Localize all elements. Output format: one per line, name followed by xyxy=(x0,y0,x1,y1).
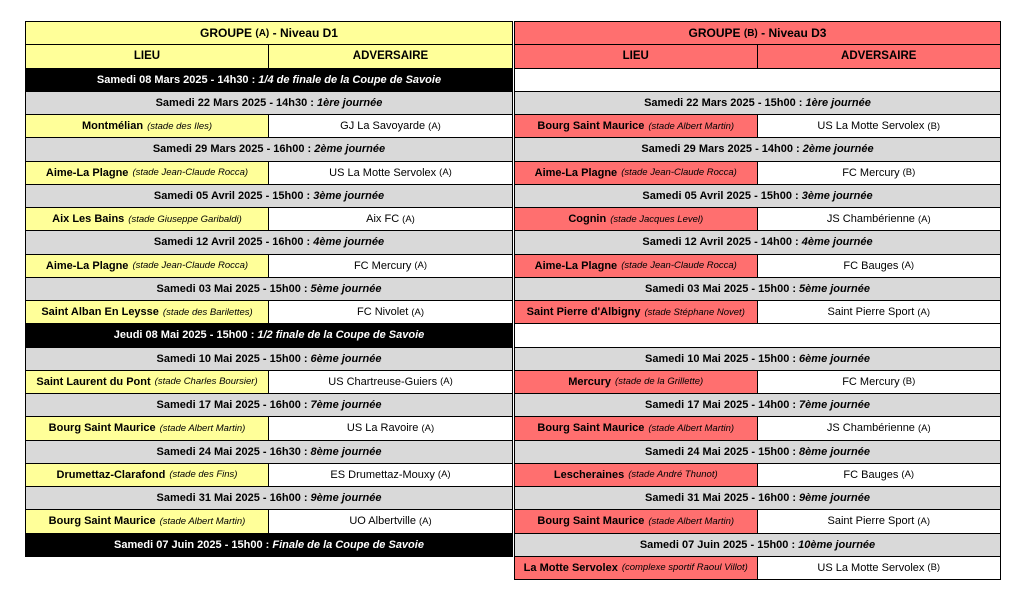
group-a-col-adversaire: ADVERSAIRE xyxy=(268,44,513,68)
venue-name: Bourg Saint Maurice xyxy=(48,422,156,435)
stadium-name: (stade Albert Martin) xyxy=(159,422,246,434)
round-label: 6ème journée xyxy=(799,352,870,365)
group-a-row-date xyxy=(25,441,513,464)
group-a-row-match xyxy=(25,301,513,324)
group-a-row-match xyxy=(25,208,513,231)
stadium-name: (stade Albert Martin) xyxy=(648,120,735,132)
stadium-name: (stade Charles Boursier) xyxy=(154,376,258,388)
group-a-matchday-banner xyxy=(25,230,513,254)
group-b-row-match xyxy=(514,464,1001,487)
date-text: Samedi 05 Avril 2025 - 15h00 : xyxy=(153,189,311,202)
round-label: 1/4 de finale de la Coupe de Savoie xyxy=(258,73,442,86)
venue-name: Aix Les Bains xyxy=(52,213,125,226)
date-text: Samedi 03 Mai 2025 - 15h00 : xyxy=(156,282,308,295)
group-a-row-match xyxy=(25,371,513,394)
opponent-group-tag: (A) xyxy=(421,422,435,434)
group-b-columns-row xyxy=(514,45,1001,68)
round-label: 5ème journée xyxy=(799,282,870,295)
stadium-name: (stade Giuseppe Garibaldi) xyxy=(128,213,242,225)
opponent-name: UO Albertville xyxy=(349,515,416,528)
group-b-row-date xyxy=(514,348,1001,371)
venue-name: Aime-La Plagne xyxy=(45,259,129,272)
group-a-row-match xyxy=(25,464,513,487)
group-b-matchday-banner xyxy=(514,486,1001,510)
date-text: Samedi 22 Mars 2025 - 15h00 : xyxy=(644,96,803,109)
venue-cell xyxy=(514,300,758,324)
venue-name: Aime-La Plagne xyxy=(534,259,618,272)
group-b-row-date xyxy=(514,92,1001,115)
round-label: Finale de la Coupe de Savoie xyxy=(272,538,424,551)
venue-cell xyxy=(514,556,758,580)
group-a-row-match xyxy=(25,115,513,138)
venue-name: Montmélian xyxy=(81,120,144,133)
opponent-name: ES Drumettaz-Mouxy xyxy=(330,468,435,481)
group-b-blank-row xyxy=(514,68,1001,92)
group-a-row-date xyxy=(25,231,513,254)
venue-name: Aime-La Plagne xyxy=(534,166,618,179)
group-b-title-text: GROUPE xyxy=(688,26,741,41)
round-label: 9ème journée xyxy=(310,492,382,505)
opponent-cell xyxy=(757,207,1002,231)
venue-name: Saint Alban En Leysse xyxy=(41,306,159,319)
opponent-name: Saint Pierre Sport xyxy=(827,306,915,319)
opponent-name: US La Motte Servolex xyxy=(817,120,925,133)
venue-cell xyxy=(25,416,269,440)
date-text: Samedi 17 Mai 2025 - 16h00 : xyxy=(156,399,308,412)
group-a-matchday-banner xyxy=(25,486,513,510)
group-a-matchday-banner xyxy=(25,277,513,301)
round-label: 1ère journée xyxy=(805,96,871,109)
group-a-row-match xyxy=(25,417,513,440)
opponent-group-tag: (A) xyxy=(440,376,453,388)
opponent-cell xyxy=(268,509,513,533)
group-b-row-date xyxy=(514,534,1001,557)
opponent-name: Aix FC xyxy=(366,213,400,226)
group-a-row-date xyxy=(25,92,513,115)
round-label: 6ème journée xyxy=(310,352,382,365)
opponent-cell xyxy=(268,300,513,324)
group-b-row-blank xyxy=(514,69,1001,92)
group-b-header-row xyxy=(514,22,1001,45)
venue-cell xyxy=(514,161,758,185)
date-text: Samedi 05 Avril 2025 - 15h00 : xyxy=(642,189,799,202)
venue-name: Drumettaz-Clarafond xyxy=(56,468,166,481)
opponent-group-tag: (A) xyxy=(917,515,930,527)
stadium-name: (stade Jean-Claude Rocca) xyxy=(132,260,249,272)
group-a-cup-banner xyxy=(25,323,513,347)
round-label: 3ème journée xyxy=(313,189,385,202)
round-label: 9ème journée xyxy=(799,492,870,505)
venue-name: Saint Laurent du Pont xyxy=(36,375,151,388)
group-a-row-cup xyxy=(25,69,513,92)
date-text: Samedi 31 Mai 2025 - 16h00 : xyxy=(645,492,797,505)
group-b-row-match xyxy=(514,301,1001,324)
stadium-name: (stade des Iles) xyxy=(147,120,213,132)
date-text: Samedi 03 Mai 2025 - 15h00 : xyxy=(645,282,797,295)
venue-name: Bourg Saint Maurice xyxy=(537,120,645,133)
stadium-name: (stade Albert Martin) xyxy=(648,422,735,434)
group-a-title-text: GROUPE xyxy=(200,26,253,41)
opponent-cell xyxy=(757,509,1002,533)
group-b-matchday-banner xyxy=(514,533,1001,557)
round-label: 10ème journée xyxy=(798,538,876,551)
group-b-row-match xyxy=(514,208,1001,231)
group-b-row-match xyxy=(514,115,1001,138)
date-text: Samedi 29 Mars 2025 - 16h00 : xyxy=(152,143,312,156)
date-text: Samedi 10 Mai 2025 - 15h00 : xyxy=(645,352,797,365)
group-a-header-row xyxy=(25,22,513,45)
group-b-row-match xyxy=(514,557,1001,580)
opponent-name: FC Mercury xyxy=(353,259,412,272)
opponent-name: Saint Pierre Sport xyxy=(827,515,915,528)
opponent-group-tag: (A) xyxy=(418,515,432,527)
date-text: Samedi 07 Juin 2025 - 15h00 : xyxy=(639,538,796,551)
opponent-name: FC Nivolet xyxy=(356,306,409,319)
group-b-row-date xyxy=(514,441,1001,464)
group-b-matchday-banner xyxy=(514,230,1001,254)
round-label: 1/2 finale de la Coupe de Savoie xyxy=(257,329,425,342)
group-a-row-date xyxy=(25,185,513,208)
opponent-name: GJ La Savoyarde xyxy=(340,120,426,133)
group-a-matchday-banner xyxy=(25,393,513,417)
group-b-matchday-banner xyxy=(514,91,1001,115)
group-b-matchday-banner xyxy=(514,347,1001,371)
stadium-name: (stade Jean-Claude Rocca) xyxy=(621,260,737,272)
group-b-title-level: - Niveau D3 xyxy=(761,26,827,41)
stadium-name: (stade André Thunot) xyxy=(628,469,718,481)
round-label: 4ème journée xyxy=(801,236,873,249)
venue-cell xyxy=(514,370,758,394)
date-text: Samedi 24 Mai 2025 - 15h00 : xyxy=(645,445,797,458)
group-a-title-tag: (A) xyxy=(255,27,270,39)
opponent-group-tag: (A) xyxy=(917,422,931,434)
opponent-cell xyxy=(268,370,513,394)
opponent-name: US La Ravoire xyxy=(346,422,419,435)
round-label: 5ème journée xyxy=(310,282,382,295)
group-b-row-date xyxy=(514,278,1001,301)
opponent-group-tag: (A) xyxy=(901,260,915,272)
venue-cell xyxy=(514,114,758,138)
group-b-matchday-banner xyxy=(514,184,1001,208)
venue-name: Bourg Saint Maurice xyxy=(48,515,156,528)
opponent-group-tag: (A) xyxy=(901,469,915,481)
opponent-group-tag: (A) xyxy=(437,469,451,481)
opponent-cell xyxy=(268,463,513,487)
group-b-matchday-banner xyxy=(514,440,1001,464)
group-a-matchday-banner xyxy=(25,137,513,161)
group-a-cup-banner xyxy=(25,68,513,92)
group-a-schedule xyxy=(25,22,513,557)
group-a-row-date xyxy=(25,138,513,161)
venue-cell xyxy=(25,114,269,138)
venue-name: Lescheraines xyxy=(553,468,625,481)
stadium-name: (stade Jean-Claude Rocca) xyxy=(132,167,249,179)
venue-cell xyxy=(514,509,758,533)
group-b-row-date xyxy=(514,185,1001,208)
date-text: Samedi 12 Avril 2025 - 14h00 : xyxy=(642,236,799,249)
date-text: Samedi 31 Mai 2025 - 16h00 : xyxy=(156,492,308,505)
venue-name: Bourg Saint Maurice xyxy=(537,515,645,528)
venue-cell xyxy=(25,509,269,533)
date-text: Samedi 29 Mars 2025 - 14h00 : xyxy=(641,143,800,156)
stadium-name: (stade Jean-Claude Rocca) xyxy=(621,167,737,179)
date-text: Samedi 22 Mars 2025 - 14h30 : xyxy=(155,96,314,109)
group-b-row-match xyxy=(514,417,1001,440)
group-a-title-level: - Niveau D1 xyxy=(272,26,338,41)
opponent-cell xyxy=(757,161,1002,185)
opponent-group-tag: (A) xyxy=(917,213,931,225)
venue-cell xyxy=(25,207,269,231)
opponent-cell xyxy=(757,556,1002,580)
opponent-group-tag: (A) xyxy=(414,260,428,272)
group-a-matchday-banner xyxy=(25,91,513,115)
round-label: 7ème journée xyxy=(310,399,382,412)
venue-name: Saint Pierre d'Albigny xyxy=(526,306,641,319)
group-a-rows xyxy=(25,69,513,557)
round-label: 1ère journée xyxy=(316,96,383,109)
date-text: Samedi 12 Avril 2025 - 16h00 : xyxy=(153,236,311,249)
venue-name: Cognin xyxy=(568,213,607,226)
stadium-name: (stade Albert Martin) xyxy=(159,515,246,527)
group-a-row-match xyxy=(25,510,513,533)
group-b-title-tag: (B) xyxy=(743,27,758,39)
opponent-group-tag: (A) xyxy=(428,120,441,132)
group-b-row-blank xyxy=(514,324,1001,347)
group-b-rows xyxy=(514,69,1001,581)
group-b-matchday-banner xyxy=(514,277,1001,301)
opponent-name: US Chartreuse-Guiers xyxy=(328,375,438,388)
venue-cell xyxy=(25,254,269,278)
group-a-row-cup xyxy=(25,534,513,557)
group-a-columns-row xyxy=(25,45,513,68)
stadium-name: (stade Stéphane Novet) xyxy=(644,306,745,318)
venue-cell xyxy=(514,416,758,440)
group-a-row-date xyxy=(25,348,513,371)
opponent-name: FC Mercury xyxy=(842,375,900,388)
opponent-cell xyxy=(268,416,513,440)
venue-cell xyxy=(25,463,269,487)
opponent-cell xyxy=(268,161,513,185)
group-a-row-cup xyxy=(25,324,513,347)
opponent-cell xyxy=(757,114,1002,138)
group-b-schedule xyxy=(514,22,1001,580)
opponent-group-tag: (B) xyxy=(927,562,941,574)
venue-name: Mercury xyxy=(568,375,612,388)
venue-cell xyxy=(514,254,758,278)
opponent-cell xyxy=(268,254,513,278)
group-a-title xyxy=(25,21,513,45)
stadium-name: (stade Jacques Level) xyxy=(610,213,704,225)
opponent-name: US La Motte Servolex xyxy=(329,166,437,179)
date-text: Samedi 08 Mars 2025 - 14h30 : xyxy=(96,73,256,86)
round-label: 2ème journée xyxy=(802,143,874,156)
stadium-name: (stade de la Grillette) xyxy=(615,376,704,388)
group-b-blank-row xyxy=(514,323,1001,347)
date-text: Samedi 24 Mai 2025 - 16h30 : xyxy=(156,445,308,458)
group-b-row-date xyxy=(514,487,1001,510)
round-label: 2ème journée xyxy=(314,143,386,156)
group-a-cup-banner xyxy=(25,533,513,557)
group-b-matchday-banner xyxy=(514,137,1001,161)
group-b-row-match xyxy=(514,162,1001,185)
opponent-group-tag: (A) xyxy=(411,306,424,318)
stadium-name: (stade des Barilettes) xyxy=(162,306,253,318)
opponent-name: US La Motte Servolex xyxy=(817,561,925,574)
group-b-title xyxy=(514,21,1001,45)
group-a-row-match xyxy=(25,255,513,278)
group-b-row-match xyxy=(514,510,1001,533)
group-b-matchday-banner xyxy=(514,393,1001,417)
round-label: 7ème journée xyxy=(799,399,870,412)
opponent-name: FC Mercury xyxy=(842,166,900,179)
group-a-matchday-banner xyxy=(25,347,513,371)
opponent-name: JS Chambérienne xyxy=(826,213,915,226)
venue-name: Bourg Saint Maurice xyxy=(537,422,645,435)
venue-cell xyxy=(25,300,269,324)
round-label: 4ème journée xyxy=(313,236,385,249)
group-a-row-date xyxy=(25,487,513,510)
round-label: 3ème journée xyxy=(801,189,873,202)
date-text: Samedi 17 Mai 2025 - 14h00 : xyxy=(645,399,797,412)
group-a-row-match xyxy=(25,162,513,185)
opponent-cell xyxy=(757,370,1002,394)
group-a-row-date xyxy=(25,278,513,301)
group-b-col-lieu: LIEU xyxy=(514,44,758,68)
opponent-cell xyxy=(268,114,513,138)
date-text: Samedi 07 Juin 2025 - 15h00 : xyxy=(114,538,270,551)
group-b-col-adversaire: ADVERSAIRE xyxy=(757,44,1002,68)
opponent-cell xyxy=(757,300,1002,324)
opponent-cell xyxy=(268,207,513,231)
opponent-name: FC Bauges xyxy=(843,259,899,272)
round-label: 8ème journée xyxy=(799,445,870,458)
stadium-name: (stade des Fins) xyxy=(169,469,238,481)
group-b-row-date xyxy=(514,231,1001,254)
opponent-group-tag: (B) xyxy=(902,167,916,179)
venue-name: La Motte Servolex xyxy=(523,561,618,574)
opponent-name: JS Chambérienne xyxy=(826,422,915,435)
venue-cell xyxy=(25,370,269,394)
date-text: Samedi 10 Mai 2025 - 15h00 : xyxy=(156,352,308,365)
opponent-cell xyxy=(757,416,1002,440)
round-label: 8ème journée xyxy=(310,445,382,458)
venue-cell xyxy=(514,463,758,487)
stadium-name: (stade Albert Martin) xyxy=(648,515,735,527)
group-b-row-date xyxy=(514,394,1001,417)
date-text: Jeudi 08 Mai 2025 - 15h00 : xyxy=(113,329,255,342)
venue-name: Aime-La Plagne xyxy=(45,166,129,179)
venue-cell xyxy=(25,161,269,185)
group-b-row-match xyxy=(514,255,1001,278)
opponent-name: FC Bauges xyxy=(843,468,899,481)
group-a-matchday-banner xyxy=(25,184,513,208)
group-b-row-date xyxy=(514,138,1001,161)
opponent-group-tag: (A) xyxy=(439,167,452,179)
group-a-matchday-banner xyxy=(25,440,513,464)
group-b-row-match xyxy=(514,371,1001,394)
venue-cell xyxy=(514,207,758,231)
opponent-cell xyxy=(757,254,1002,278)
group-a-col-lieu: LIEU xyxy=(25,44,269,68)
opponent-group-tag: (B) xyxy=(902,376,916,388)
opponent-cell xyxy=(757,463,1002,487)
opponent-group-tag: (A) xyxy=(917,306,930,318)
opponent-group-tag: (B) xyxy=(927,120,941,132)
stadium-name: (complexe sportif Raoul Villot) xyxy=(621,562,748,574)
group-a-row-date xyxy=(25,394,513,417)
opponent-group-tag: (A) xyxy=(402,213,415,225)
